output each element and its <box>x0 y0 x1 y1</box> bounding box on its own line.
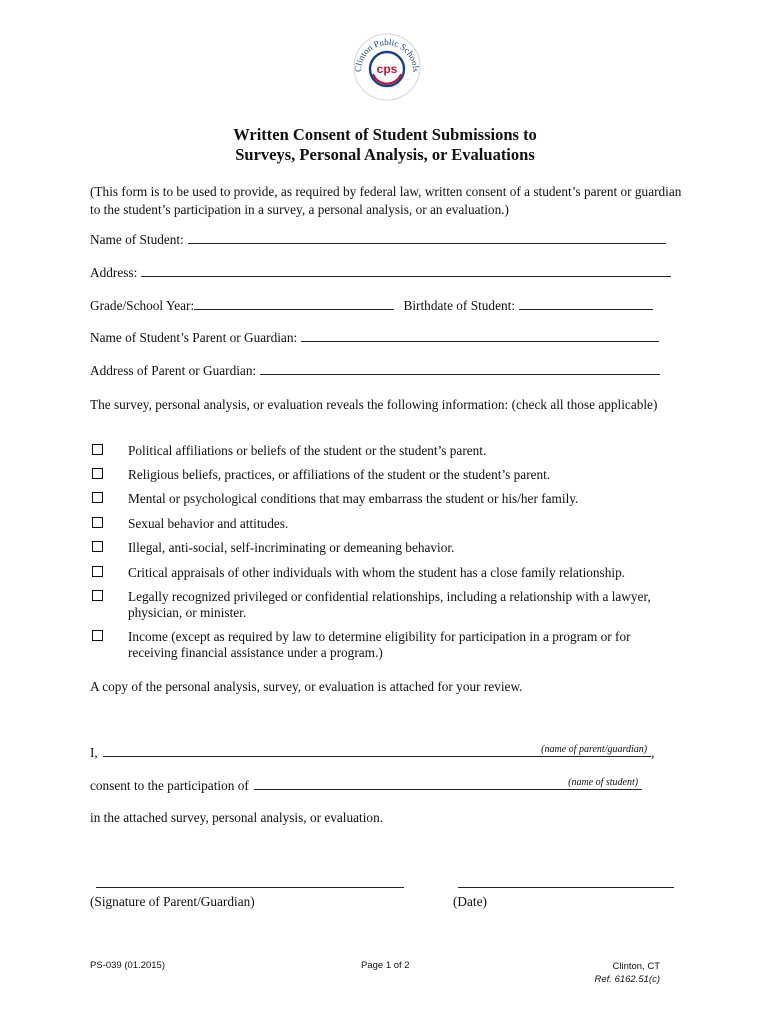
school-logo <box>349 27 425 103</box>
parent-guardian-hint: (name of parent/guardian) <box>541 744 648 755</box>
checklist-item-label: Religious beliefs, practices, or affiliations of the student or the student’s parent. <box>128 467 551 482</box>
grade-birthdate-row <box>90 298 653 314</box>
form-title-line2: Surveys, Personal Analysis, or Evaluations <box>235 145 535 164</box>
parent-guardian-name-input-line[interactable] <box>103 744 651 757</box>
student-name-hint: (name of student) <box>568 777 639 788</box>
checklist-item-label: Sexual behavior and attitudes. <box>128 516 289 531</box>
birthdate-input-line[interactable] <box>519 298 653 310</box>
checkbox[interactable] <box>92 492 103 503</box>
checklist-item-label: Legally recognized privileged or confidential relationships, including a relationship with a lawyer, physician, or minister. <box>128 589 651 620</box>
parent-consent-line <box>90 744 654 761</box>
reveals-paragraph: The survey, personal analysis, or evaluation reveals the following information: (check all those applicable) <box>90 397 658 412</box>
page-number: Page 1 of 2 <box>361 960 410 971</box>
parent-address-input-line[interactable] <box>260 363 660 375</box>
student-consent-line <box>90 777 642 794</box>
logo-ring-text: Clinton Public Schools <box>352 36 422 73</box>
logo-monogram: cps <box>376 62 398 76</box>
checkbox[interactable] <box>92 517 103 528</box>
copy-attached-note: A copy of the personal analysis, survey, or evaluation is attached for your review. <box>90 679 523 694</box>
checklist-item-label: Critical appraisals of other individuals with whom the student has a close family relationship. <box>128 565 626 580</box>
signature-label: (Signature of Parent/Guardian) <box>90 894 255 909</box>
policy-reference: Ref. 6162.51(c) <box>594 974 660 985</box>
address-input-line[interactable] <box>141 265 671 277</box>
parent-name-label: Name of Student’s Parent or Guardian: <box>90 330 298 345</box>
footer-location-block <box>560 960 660 986</box>
attached-statement: in the attached survey, personal analysis, or evaluation. <box>90 810 384 825</box>
parent-name-field <box>90 330 659 346</box>
checkbox[interactable] <box>92 541 103 552</box>
student-name-input-line[interactable] <box>188 232 666 244</box>
parent-name-input-line[interactable] <box>301 330 659 342</box>
student-name-field <box>90 232 666 248</box>
form-title-line1: Written Consent of Student Submissions to <box>233 125 537 144</box>
grade-label: Grade/School Year: <box>90 298 195 313</box>
grade-input-line[interactable] <box>194 298 394 310</box>
checklist-item-label: Income (except as required by law to determine eligibility for participation in a program or for receiving financial assistance under a program.) <box>128 629 631 660</box>
form-id: PS-039 (01.2015) <box>90 960 165 971</box>
checklist-item-label: Illegal, anti-social, self-incriminating or demeaning behavior. <box>128 540 455 555</box>
address-label: Address: <box>90 265 138 280</box>
date-label: (Date) <box>453 894 487 909</box>
signature-input-line[interactable] <box>96 887 404 888</box>
checkbox[interactable] <box>92 566 103 577</box>
checkbox[interactable] <box>92 444 103 455</box>
checkbox[interactable] <box>92 630 103 641</box>
student-name-label: Name of Student: <box>90 232 184 247</box>
student-name-consent-input-line[interactable] <box>254 777 642 790</box>
checklist-item-label: Political affiliations or beliefs of the student or the student’s parent. <box>128 443 487 458</box>
i-suffix: , <box>651 745 655 760</box>
parent-address-label: Address of Parent or Guardian: <box>90 363 257 378</box>
form-title <box>0 125 770 165</box>
consent-label: consent to the participation of <box>90 778 249 793</box>
checkbox[interactable] <box>92 468 103 479</box>
clinton-public-schools-seal-icon <box>349 27 425 103</box>
i-label: I, <box>90 745 98 760</box>
parent-address-field <box>90 363 660 379</box>
date-input-line[interactable] <box>458 887 674 888</box>
address-field <box>90 265 671 281</box>
checklist-item-label: Mental or psychological conditions that may embarrass the student or his/her family. <box>128 491 579 506</box>
intro-paragraph: (This form is to be used to provide, as required by federal law, written consent of a student’s parent or guardian to the student’s participation in a survey, a personal analysis, or an evaluation.) <box>90 184 682 217</box>
checkbox[interactable] <box>92 590 103 601</box>
location: Clinton, CT <box>612 961 660 972</box>
birthdate-label: Birthdate of Student: <box>403 298 516 313</box>
